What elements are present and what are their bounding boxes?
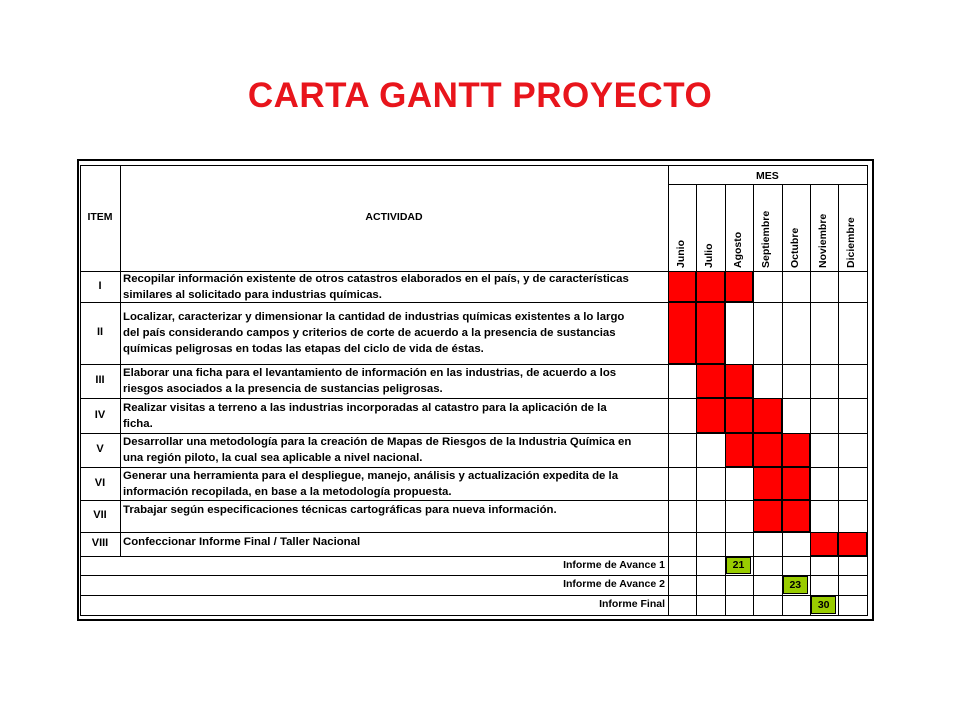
month-header-agosto: Agosto — [731, 231, 744, 268]
milestone-marker: 30 — [811, 596, 836, 614]
grid-line — [696, 184, 697, 616]
gantt-bar — [696, 364, 724, 398]
grid-line — [80, 271, 867, 272]
grid-line — [867, 165, 868, 616]
gantt-bar — [782, 467, 810, 500]
report-label: Informe de Avance 2 — [563, 578, 665, 590]
item-code: V — [96, 443, 104, 455]
gantt-bar — [668, 302, 696, 364]
grid-line — [668, 165, 669, 616]
item-code: I — [98, 279, 102, 292]
item-code: VII — [93, 509, 107, 521]
gantt-bar — [696, 302, 724, 364]
activity-text: Trabajar según especificaciones técnicas cartográficas para nueva información. — [123, 504, 557, 516]
grid-line — [120, 165, 121, 556]
gantt-bar — [725, 398, 753, 433]
item-code: VI — [94, 476, 106, 489]
activity-text: Realizar visitas a terreno a las industrias incorporadas al catastro para la aplicación de la ficha. — [123, 401, 607, 430]
item-header: ITEM — [87, 211, 113, 223]
month-header-septiembre: Septiembre — [760, 210, 773, 268]
item-code: III — [95, 374, 105, 386]
report-label: Informe Final — [599, 598, 665, 610]
activity-text: Desarrollar una metodología para la creación de Mapas de Riesgos de la Industria Química en una región piloto, la cual sea aplicable a nivel nacional. — [123, 436, 632, 464]
grid-line — [810, 184, 811, 616]
milestone-marker: 21 — [726, 557, 751, 574]
grid-line — [80, 433, 867, 434]
activity-text: Recopilar información existente de otros catastros elaborados en el país, y de características similares al solicitado para industrias químicas. — [123, 273, 629, 301]
grid-line — [80, 500, 867, 501]
grid-line — [80, 302, 867, 303]
grid-line — [838, 184, 839, 616]
month-header-diciembre: Diciembre — [845, 217, 858, 268]
gantt-bar — [696, 398, 724, 433]
item-code: IV — [94, 408, 106, 421]
gantt-bar — [782, 433, 810, 467]
gantt-bar — [725, 433, 753, 467]
page-title: CARTA GANTT PROYECTO — [247, 76, 713, 115]
gantt-bar — [753, 500, 781, 532]
grid-line — [80, 532, 867, 533]
grid-line — [80, 615, 867, 616]
activity-header: ACTIVIDAD — [365, 211, 423, 223]
gantt-bar — [725, 271, 753, 302]
item-code: II — [96, 326, 104, 338]
gantt-bar — [810, 532, 838, 556]
activity-text: Confeccionar Informe Final / Taller Nacional — [123, 536, 361, 548]
gantt-bar — [696, 271, 724, 302]
activity-text: Generar una herramienta para el despliegue, manejo, análisis y actualización expedita de la información recopilada, en base a la metodología propuesta. — [123, 469, 619, 498]
month-header-junio: Junio — [675, 240, 687, 268]
grid-line — [80, 165, 867, 166]
grid-line — [753, 184, 754, 616]
gantt-bar — [753, 398, 781, 433]
grid-line — [668, 184, 867, 185]
grid-line — [80, 467, 867, 468]
gantt-bar — [753, 433, 781, 467]
month-header-julio: Julio — [703, 243, 716, 268]
activity-text: Localizar, caracterizar y dimensionar la cantidad de industrias químicas existentes a lo largo del país considerando campos y criterios de corte de acuerdo a la presencia de sustancias químicas peligrosas en todas las etapas del ciclo de vida de éstas. — [123, 311, 625, 355]
activity-text: Elaborar una ficha para el levantamiento de información en las industrias, de acuerdo a los riesgos asociados a la presencia de sustancias peligrosas. — [123, 367, 617, 395]
month-header-noviembre: Noviembre — [817, 213, 829, 268]
grid-line — [80, 595, 867, 596]
milestone-marker: 23 — [783, 576, 808, 594]
month-group-header: MES — [756, 170, 779, 182]
gantt-bar — [838, 532, 866, 556]
grid-line — [80, 165, 81, 616]
gantt-table — [77, 159, 874, 621]
grid-line — [725, 184, 726, 616]
gantt-bar — [782, 500, 810, 532]
gantt-bar — [668, 271, 696, 302]
grid-line — [80, 575, 867, 576]
grid-line — [80, 556, 867, 557]
item-code: VIII — [91, 537, 109, 549]
grid-line — [80, 398, 867, 399]
gantt-bar — [753, 467, 781, 500]
report-label: Informe de Avance 1 — [563, 559, 665, 571]
gantt-bar — [725, 364, 753, 398]
month-header-octubre: Octubre — [788, 227, 801, 268]
grid-line — [80, 364, 867, 365]
grid-line — [782, 184, 783, 616]
